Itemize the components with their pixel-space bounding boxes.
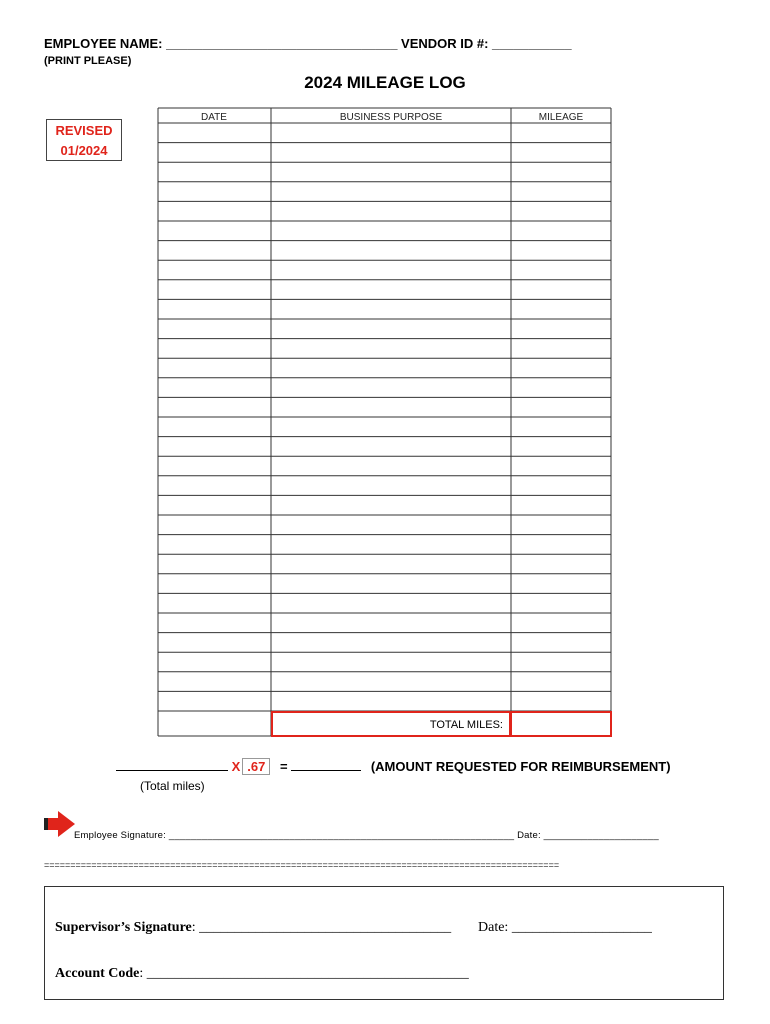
multiply-symbol: X: [231, 759, 241, 774]
column-header-business-purpose: BUSINESS PURPOSE: [339, 112, 443, 123]
total-miles-caption: (Total miles): [140, 779, 205, 793]
supervisor-signature-line[interactable]: Supervisor’s Signature: ____________________________________: [55, 920, 452, 935]
column-header-mileage: MILEAGE: [538, 112, 584, 123]
print-please-note: (PRINT PLEASE): [44, 55, 132, 67]
page-title: 2024 MILEAGE LOG: [304, 73, 466, 92]
supervisor-signature-blank: ____________________________________: [199, 920, 452, 935]
supervisor-date-line[interactable]: Date: ____________________: [478, 920, 652, 935]
red-arrow-icon: [44, 810, 76, 838]
equals-symbol: =: [280, 759, 288, 774]
account-code-line[interactable]: Account Code: ______________________________________________: [55, 966, 469, 981]
total-miles-label: TOTAL MILES:: [429, 719, 503, 731]
amount-requested-label: (AMOUNT REQUESTED FOR REIMBURSEMENT): [370, 759, 671, 774]
employee-signature-line[interactable]: Employee Signature: _______________________________________________________________ Date: _____________________: [74, 830, 659, 841]
reimbursement-calculation: [116, 758, 671, 775]
total-miles-blank[interactable]: [116, 758, 228, 771]
column-header-date: DATE: [201, 112, 227, 123]
separator-line: ==================================================================================================: [44, 860, 560, 870]
revised-date: 01/2024: [60, 143, 108, 158]
total-miles-field[interactable]: [511, 712, 611, 736]
account-code-blank: ______________________________________________: [146, 966, 469, 981]
employee-name-vendor-id-line: EMPLOYEE NAME: ________________________________ VENDOR ID #: ___________: [44, 36, 572, 51]
table-grid-lines: [158, 108, 611, 736]
supervisor-section: [44, 886, 724, 1000]
mileage-rate: .67: [242, 758, 270, 775]
amount-blank[interactable]: [291, 758, 361, 771]
revised-label: REVISED: [55, 123, 113, 138]
